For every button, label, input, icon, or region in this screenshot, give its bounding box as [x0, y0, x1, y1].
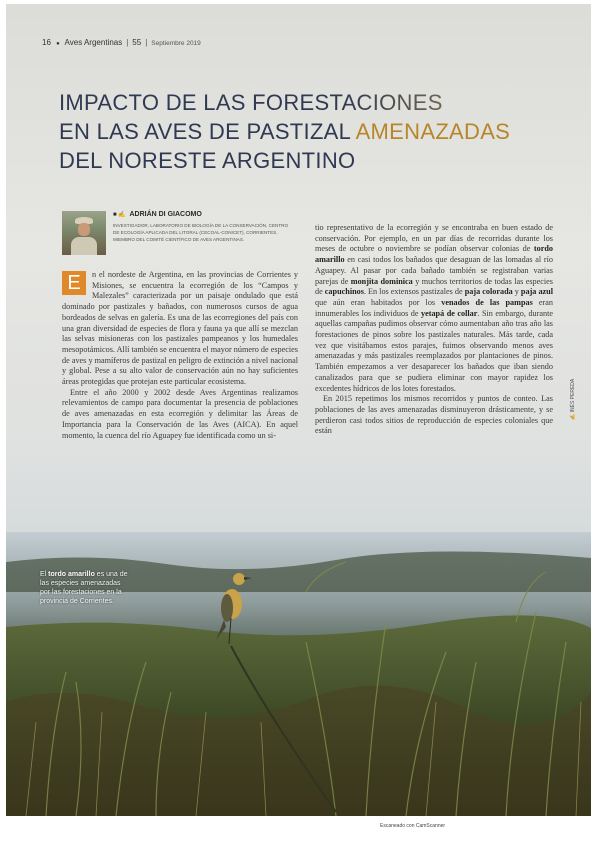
- page-number: 16: [42, 38, 51, 47]
- drop-cap: E: [62, 271, 86, 295]
- title-accent: AMENAZADAS: [355, 119, 511, 144]
- paragraph: tio representativo de la ecorregión y se encontraba en buen estado de conservación. Por ejemplo, en un par días de recorridas durante los meses de octubre o noviembre se podían observar colonias de tordo amarillo en casi todos los bañados que desaguan de las lomadas al río Aguapey. Al pasar por cada bañado también se registraban varias parejas de monjita dominica y muchos territorios de todas las especies de capuchinos. En los extensos pastizales de paja colorada y paja azul que aún eran habitados por los venados de las pampas eran innumerables los individuos de yetapá de collar. Sin embargo, durante aquellas campañas pudimos observar cómo aumentaban año tras año las forestaciones de pinos sobre los pastizales naturales. Más tarde, cada vez que visitábamos estos parajes, fuimos observando menos aves amenazadas y más pastizales reemplazados por plantaciones de pinos. También empezamos a ver desaparecer los bañados que iban siendo canalizados para que se pudiera eliminar con mayor rapidez los excedentes hídricos de los lotes forestados.: [315, 223, 553, 393]
- issue-date: Septiembre 2019: [151, 40, 201, 47]
- magazine-page: [6, 4, 591, 816]
- text-column-2: [315, 223, 553, 437]
- author-photo: [62, 211, 106, 255]
- author-bio: INVESTIGADOR, LABORATORIO DE BIOLOGÍA DE LA CONSERVACIÓN, CENTRO DE ECOLOGÍA APLICADA DEL LITORAL (CECOAL-CONICET), CORRIENTES. MIEMBRO DEL COMITÉ CIENTÍFICO DE AVES ARGENTINAS.: [113, 223, 289, 242]
- scanner-watermark: Escaneado con CamScanner: [380, 823, 446, 829]
- paragraph: E n el nordeste de Argentina, en las provincias de Corrientes y Misiones, se encuentra la ecorregión de los “Campos y Malezales” caracterizada por un paisaje ondulado que está dominado por pastizales y bañados, con numerosos cursos de agua bordeados de selvas en galería. Es una de las ecorregiones del país con una gran diversidad de especies de flora y fauna ya que allí se mezclan las selvas misioneras con los pastizales pampeanos y los humedales mesopotámicos. Allí también se encuentra el mayor número de especies de aves y mamíferos de pastizal en peligro de extinción a nivel nacional y global. Pese a su alto valor de conservación aún no hay suficientes áreas protegidas que protejan este particular ecosistema.: [62, 270, 298, 387]
- running-header: 16 ● Aves Argentinas | 55 | Septiembre 2019: [42, 38, 201, 47]
- issue-number: 55: [132, 38, 142, 47]
- paragraph: En 2015 repetimos los mismos recorridos y puntos de conteo. Las poblaciones de las aves amenazadas disminuyeron drásticamente, y se perdieron casi todos sitios de reproducción de especies coloniales que están: [315, 394, 553, 436]
- photo-credit: ✍ INÉS PEREDA: [570, 378, 576, 420]
- paragraph: Entre el año 2000 y 2002 desde Aves Argentinas realizamos relevamientos de campo para documentar la presencia de poblaciones de aves amenazadas en esta ecorregión y delimitar las Áreas de Importancia para la Conservación de las Aves (AICA). En aquel momento, la cuenca del río Aguapey fue identificada como un si-: [62, 387, 298, 440]
- author-name: ■ ✍ ADRIÁN DI GIACOMO: [113, 211, 202, 218]
- photo-caption: El tordo amarillo es una de las especies amenazadas por las forestaciones en la provincia de Corrientes.: [40, 571, 128, 605]
- title-line-1: IMPACTO DE LAS FORESTACIONES: [59, 88, 579, 117]
- article-title: [59, 88, 579, 175]
- text-column-1: [62, 270, 298, 441]
- title-line-2: EN LAS AVES DE PASTIZAL AMENAZADAS: [59, 119, 511, 144]
- pen-icon: ■ ✍: [113, 212, 126, 218]
- title-line-3: DEL NORESTE ARGENTINO: [59, 148, 356, 173]
- magazine-name: Aves Argentinas: [64, 38, 123, 47]
- header-bullet: ●: [56, 41, 60, 47]
